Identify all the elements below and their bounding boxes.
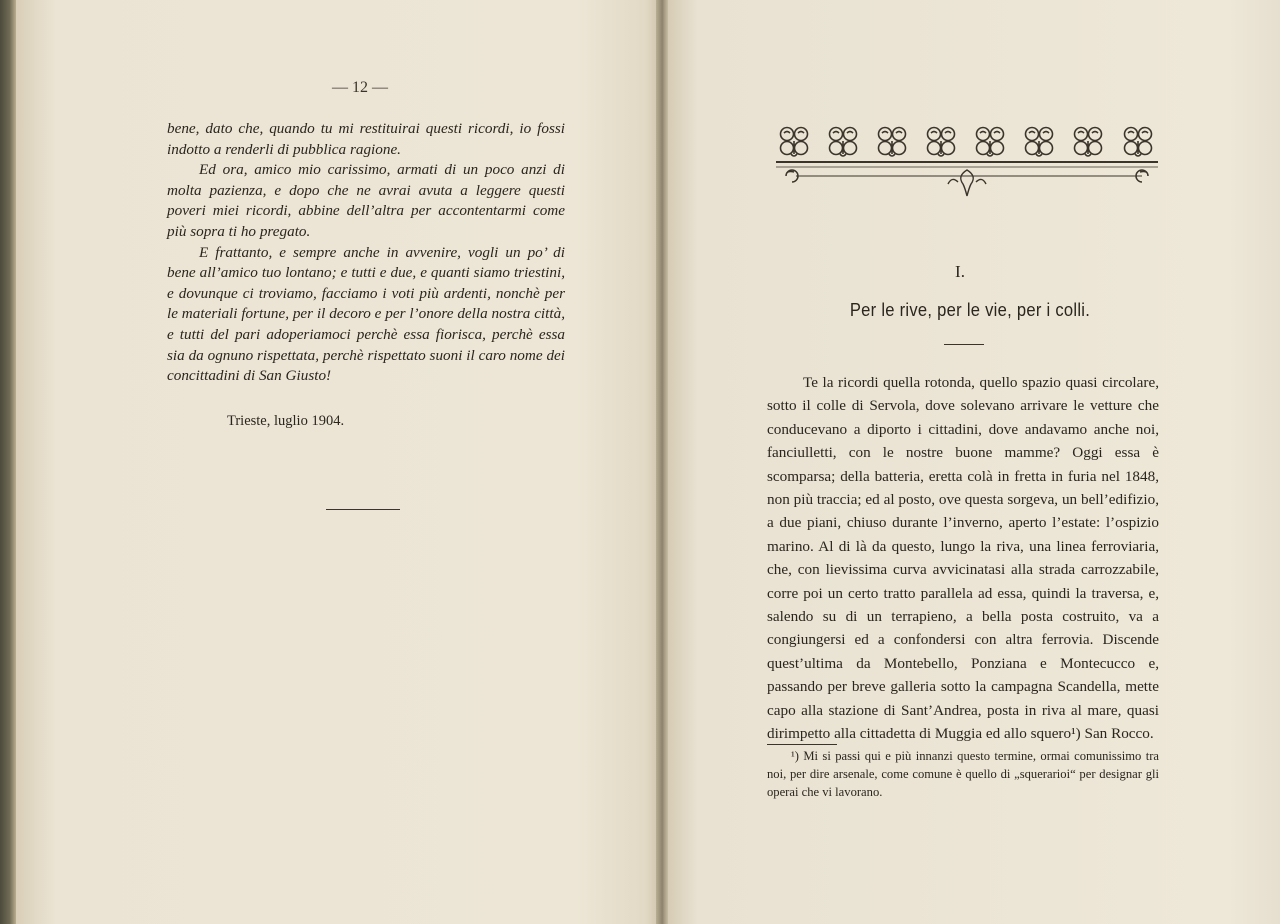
letter-signature: Trieste, luglio 1904. (227, 413, 345, 429)
letter-paragraph: Ed ora, amico mio carissimo, armati di un poco anzi di molta pazienza, e dopo che ne avrai avuta a leggere questi poveri miei ricordi, abbine dell’altra per accontentarmi come più sopra ti ho pregato. (167, 161, 565, 240)
chapter-title: Per le rive, per le vie, per i colli. (849, 300, 1091, 320)
footnote (767, 748, 1159, 801)
letter-text (167, 119, 565, 387)
letter-paragraph: bene, dato che, quando tu mi restituirai questi ricordi, io fossi indotto a renderli di pubblica ragione. (167, 120, 565, 158)
clover-ornament-icon (772, 118, 1162, 200)
chapter-number: I. (955, 262, 965, 281)
book-binding (0, 0, 16, 924)
title-divider (944, 344, 984, 345)
footnote-divider (767, 744, 837, 745)
page-number: — 12 — (332, 79, 388, 96)
footnote-text: ¹) Mi si passi qui e più innanzi questo termine, ormai comunissimo tra noi, per dire arsenale, come comune è quello di „squerarioi“ per designar gli operai che vi lavorano. (767, 749, 1159, 799)
letter-paragraph: E frattanto, e sempre anche in avvenire, vogli un po’ di bene all’amico tuo lontano; e tutti e due, e quanti siamo triestini, e dovunque ci troviamo, facciamo i voti più ardenti, nonchè per le materiali fortune, per il decoro e per l’onore della nostra città, e tutti del pari adoperiamoci perchè essa fiorisca, perchè essa sia da ognuno rispettata, perchè rispettato suoni il caro nome dei concittadini di San Giusto! (167, 243, 565, 385)
chapter-body (767, 371, 1159, 746)
body-paragraph: Te la ricordi quella rotonda, quello spazio quasi circolare, sotto il colle di Servola, dove solevano arrivare le vetture che conducevano a diporto i cittadini, dove andavamo anche noi, fanciulletti, con le nostre buone mamme? Oggi essa è scomparsa; della batteria, eretta colà in fretta in furia nel 1848, non più traccia; ed al posto, ove questa sorgeva, un bell’edifizio, a due piani, chiuso durante l’inverno, aperto l’estate: l’ospizio marino. Al di là da questo, lungo la riva, una linea ferroviaria, che, con lievissima curva avvicinatasi alla strada carrozzabile, corre poi un certo tratto parallela ad essa, quindi la traversa, e, salendo su di un terrapieno, a bella posta costruito, va a congiungersi ed a confondersi con altra ferrovia. Discende quest’ultima da Montebello, Ponziana e Montecucco e, passando per breve galleria sotto la campagna Scandella, mette capo alla stazione di Sant’Andrea, posta in riva al mare, quasi dirimpetto alla cittadetta di Muggia ed allo squero¹) San Rocco. (767, 374, 1159, 743)
section-divider (326, 509, 400, 510)
